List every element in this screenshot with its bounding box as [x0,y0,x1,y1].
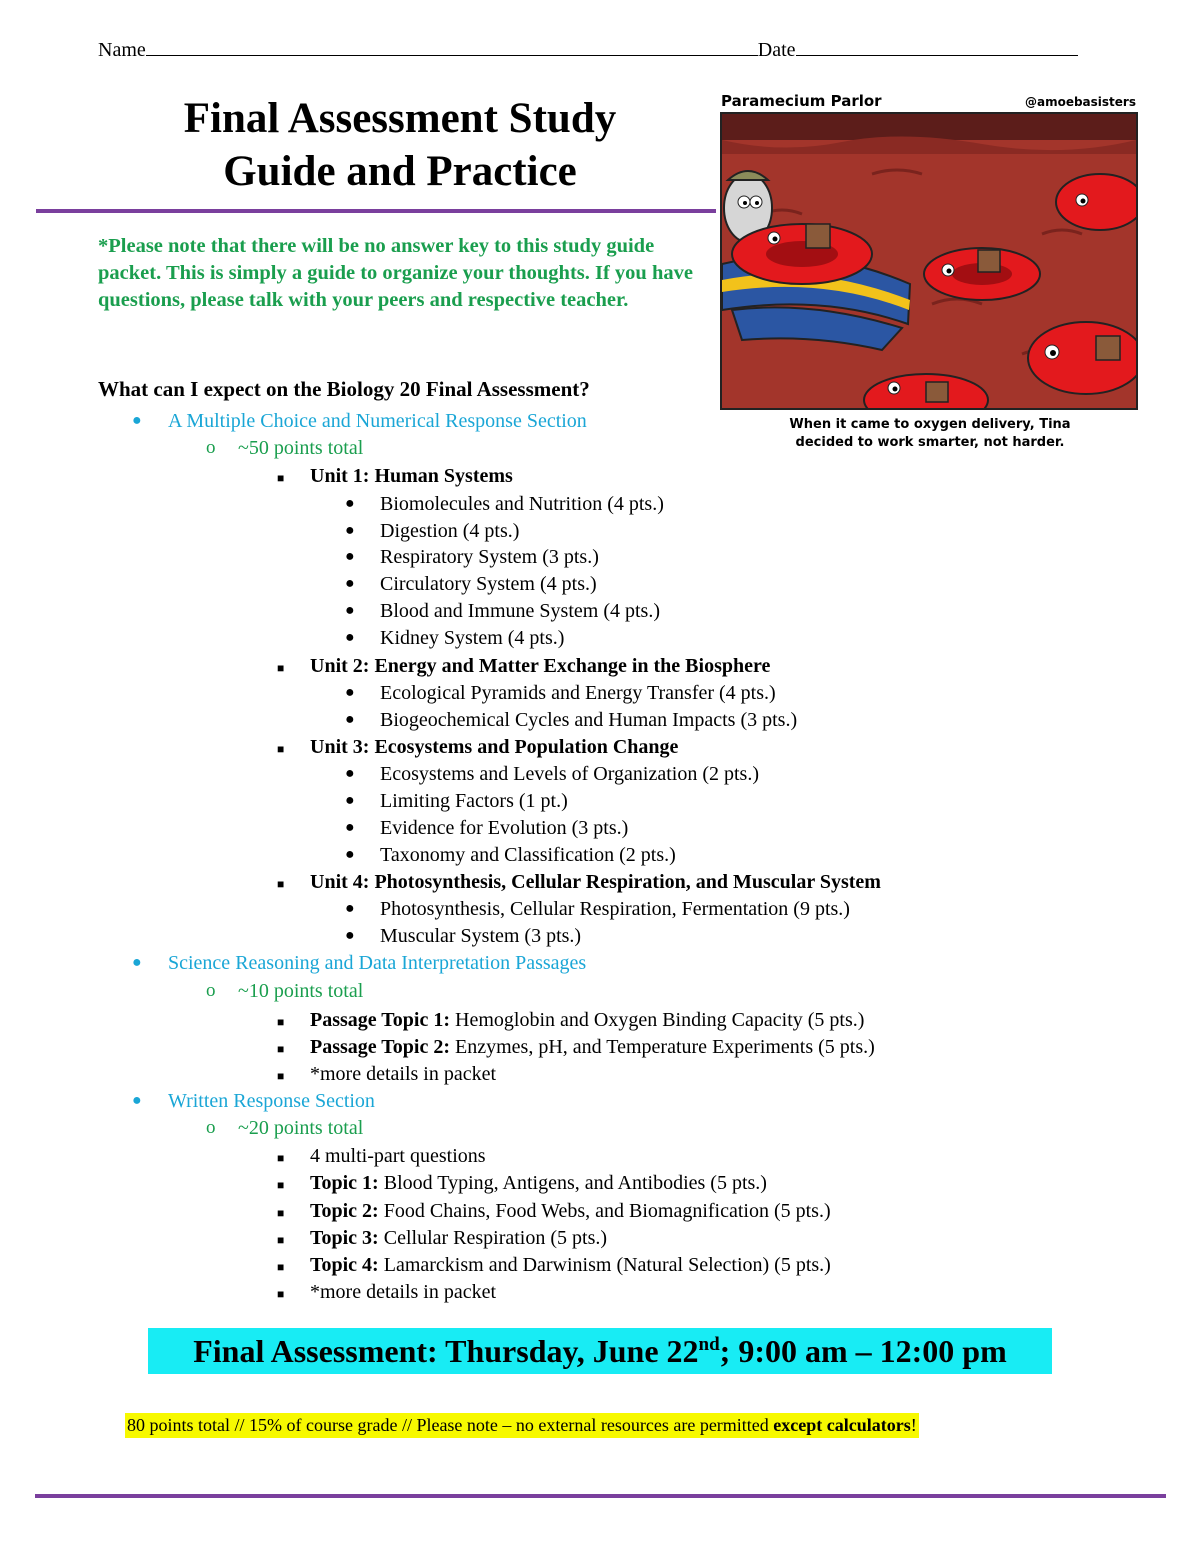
square-bullet-icon: ■ [277,1206,285,1220]
square-bullet-icon: ■ [277,877,285,891]
list-item-wr-topic-4: ■ Topic 4: Lamarckism and Darwinism (Natural Selection) (5 pts.) [310,1252,831,1278]
list-item-mc-points: o ~50 points total [206,437,364,459]
square-bullet-icon: ■ [277,1042,285,1056]
square-bullet-icon: ■ [277,742,285,756]
list-item-topic: ● Blood and Immune System (4 pts.) [345,600,660,622]
top-divider [36,209,716,213]
list-item-wr-section: ● Written Response Section [132,1090,375,1112]
bullet-icon: ● [132,412,142,429]
comic-caption: When it came to oxygen delivery, Tina decided to work smarter, not harder. [789,417,1071,450]
bullet-icon: ● [345,602,355,619]
list-item-unit2: ■ Unit 2: Energy and Matter Exchange in the Biosphere [310,653,770,679]
square-bullet-icon: ■ [277,1069,285,1083]
title-line-1: Final Assessment Study [183,95,617,142]
bullet-icon: ● [345,765,355,782]
square-bullet-icon: ■ [277,1015,285,1029]
list-item-topic: ● Respiratory System (3 pts.) [345,546,599,568]
bullet-icon: ● [345,575,355,592]
bullet-icon: ● [345,495,355,512]
list-item-sr-more: ■ *more details in packet [310,1061,496,1087]
section-question: What can I expect on the Biology 20 Final Assessment? [98,377,590,401]
comic-handle: @amoebasisters [1024,95,1136,109]
comic-illustration [722,114,1136,408]
square-bullet-icon: ■ [277,471,285,485]
list-item-wr-topic-1: ■ Topic 1: Blood Typing, Antigens, and Antibodies (5 pts.) [310,1170,767,1196]
bullet-icon: ● [132,954,142,971]
square-bullet-icon: ■ [277,1260,285,1274]
answer-key-note: *Please note that there will be no answer key to this study guide packet. This is simply a guide to organize your thoughts. If you have questions, please talk with your peers and respective teacher. [98,235,693,311]
list-item-topic: ● Evidence for Evolution (3 pts.) [345,817,629,839]
list-item-topic: ● Taxonomy and Classification (2 pts.) [345,844,676,866]
bullet-icon: ● [345,711,355,728]
bullet-icon: ● [345,846,355,863]
name-date-line [98,38,1078,62]
bullet-icon: ● [345,629,355,646]
list-item-wr-count: ■ 4 multi-part questions [310,1143,486,1169]
list-item-wr-topic-3: ■ Topic 3: Cellular Respiration (5 pts.) [310,1225,607,1251]
bullet-icon: ● [132,1092,142,1109]
list-item-topic: ● Limiting Factors (1 pt.) [345,790,568,812]
list-item-topic: ● Digestion (4 pts.) [345,520,520,542]
list-item-passage-2: ■ Passage Topic 2: Enzymes, pH, and Temperature Experiments (5 pts.) [310,1034,875,1060]
comic [718,88,1142,458]
name-blank[interactable] [146,38,758,56]
comic-title: Paramecium Parlor [721,92,882,110]
list-item-topic: ● Muscular System (3 pts.) [345,925,582,947]
list-item-topic: ● Photosynthesis, Cellular Respiration, Fermentation (9 pts.) [345,898,850,920]
list-item-sr-section: ● Science Reasoning and Data Interpretation Passages [132,952,587,974]
list-item-topic: ● Ecological Pyramids and Energy Transfer (4 pts.) [345,682,776,704]
bullet-icon: ● [345,927,355,944]
square-bullet-icon: ■ [277,661,285,675]
comic-panel [720,112,1138,410]
list-item-topic: ● Biomolecules and Nutrition (4 pts.) [345,493,664,515]
bullet-icon: ● [345,900,355,917]
bullet-icon: ● [345,819,355,836]
list-item-wr-topic-2: ■ Topic 2: Food Chains, Food Webs, and Biomagnification (5 pts.) [310,1198,831,1224]
list-item-sr-points: o ~10 points total [206,980,364,1002]
list-item-topic: ● Circulatory System (4 pts.) [345,573,597,595]
date-label: Date [757,39,796,61]
date-blank[interactable] [796,38,1078,56]
list-item-topic: ● Biogeochemical Cycles and Human Impacts (3 pts.) [345,709,798,731]
circle-bullet-icon: o [206,437,216,458]
list-item-topic: ● Kidney System (4 pts.) [345,627,565,649]
list-item-topic: ● Ecosystems and Levels of Organization (2 pts.) [345,763,759,785]
bullet-icon: ● [345,522,355,539]
list-item-wr-more: ■ *more details in packet [310,1279,496,1305]
bottom-divider [35,1494,1166,1498]
list-item-passage-1: ■ Passage Topic 1: Hemoglobin and Oxygen Binding Capacity (5 pts.) [310,1007,864,1033]
list-item-unit4: ■ Unit 4: Photosynthesis, Cellular Respiration, and Muscular System [310,869,881,895]
page-title [100,92,700,198]
final-assessment-banner: Final Assessment: Thursday, June 22nd; 9:00 am – 12:00 pm [148,1328,1052,1374]
circle-bullet-icon: o [206,980,216,1001]
list-item-unit3: ■ Unit 3: Ecosystems and Population Change [310,734,678,760]
bullet-icon: ● [345,792,355,809]
list-item-unit1: ■ Unit 1: Human Systems [310,463,513,489]
bullet-icon: ● [345,548,355,565]
list-item-wr-points: o ~20 points total [206,1117,364,1139]
title-line-2: Guide and Practice [223,148,577,195]
bullet-icon: ● [345,684,355,701]
name-label: Name [98,39,146,61]
square-bullet-icon: ■ [277,1233,285,1247]
grading-note: 80 points total // 15% of course grade // Please note – no external resources are permitted except calculators! [125,1413,919,1438]
square-bullet-icon: ■ [277,1178,285,1192]
list-item-mc-section: ● A Multiple Choice and Numerical Response Section [132,410,587,432]
square-bullet-icon: ■ [277,1151,285,1165]
square-bullet-icon: ■ [277,1287,285,1301]
circle-bullet-icon: o [206,1117,216,1138]
